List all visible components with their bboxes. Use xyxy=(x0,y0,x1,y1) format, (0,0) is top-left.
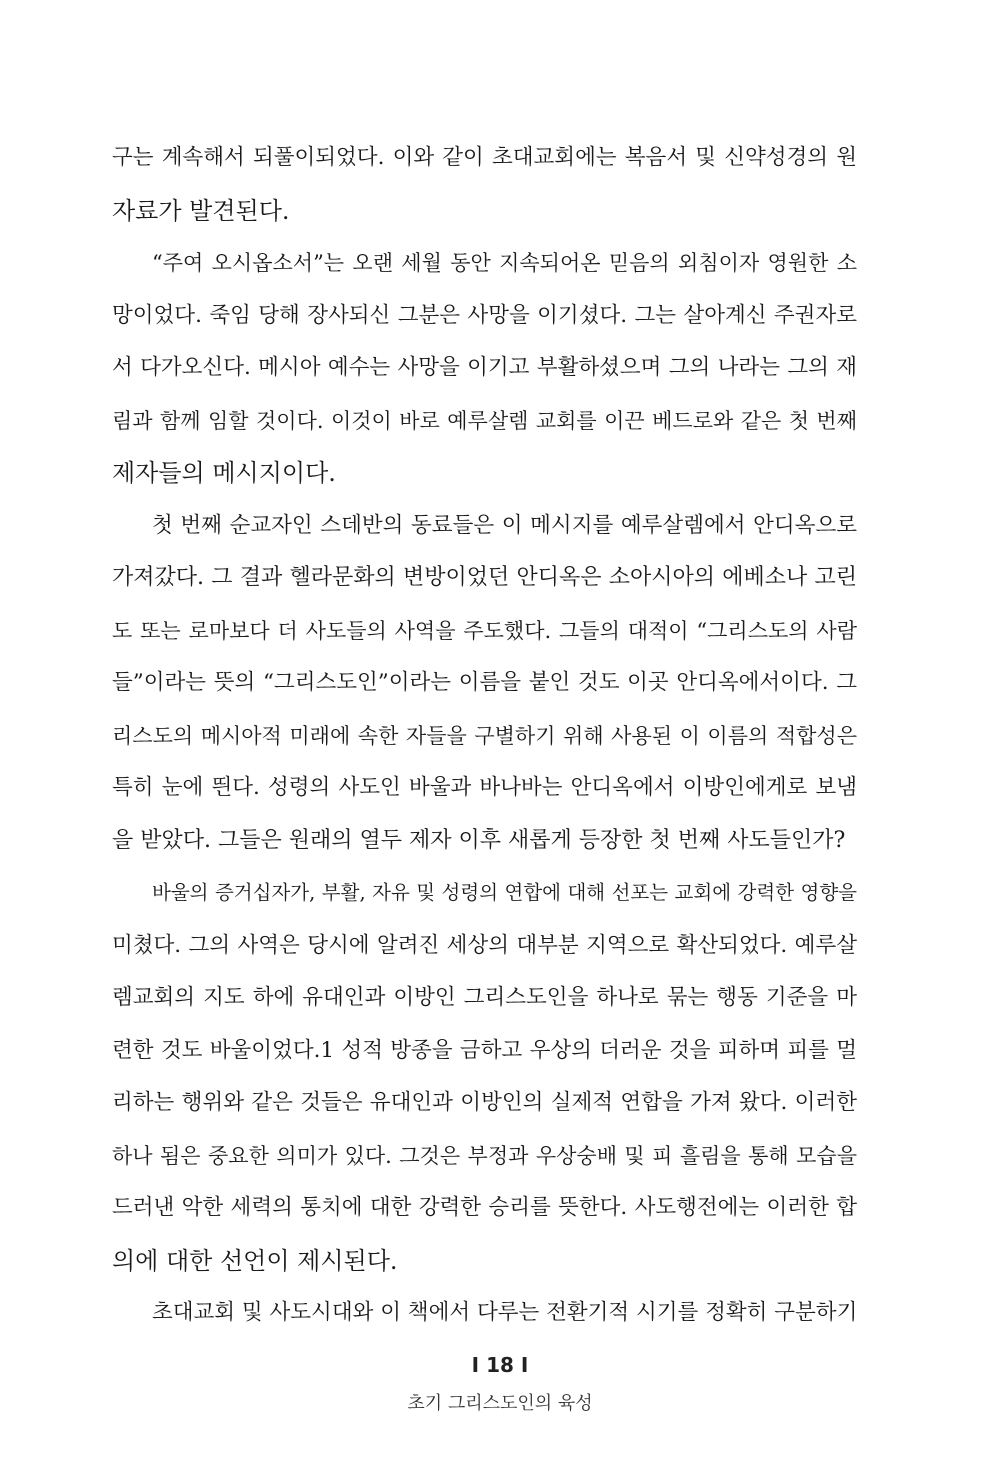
text-line: 망이었다. 죽임 당해 장사되신 그분은 사망을 이기셨다. 그는 살아계신 주권자로 xyxy=(112,302,857,328)
text-line: 초대교회 및 사도시대와 이 책에서 다루는 전환기적 시기를 정확히 구분하기 xyxy=(152,1300,858,1325)
text-line: 림과 함께 임할 것이다. 이것이 바로 예루살렘 교회를 이끈 베드로와 같은 첫 번째 xyxy=(112,408,857,433)
text-line: 가져갔다. 그 결과 헬라문화의 변방이었던 안디옥은 소아시아의 에베소나 고린 xyxy=(112,565,857,590)
body-text xyxy=(112,136,857,1344)
running-title: 초기 그리스도인의 육성 xyxy=(407,1393,593,1414)
page-number: I 18 I xyxy=(471,1353,529,1377)
text-line: 하나 됨은 중요한 의미가 있다. 그것은 부정과 우상숭배 및 피 흘림을 통해 모습을 xyxy=(112,1143,857,1168)
text-line: 을 받았다. 그들은 원래의 열두 제자 이후 새롭게 등장한 첫 번째 사도들인가? xyxy=(112,827,846,853)
text-line: 미쳤다. 그의 사역은 당시에 알려진 세상의 대부분 지역으로 확산되었다. 예루살 xyxy=(112,932,857,958)
text-line: “주여 오시옵소서”는 오랜 세월 동안 지속되어온 믿음의 외침이자 영원한 소 xyxy=(152,251,857,275)
text-line: 바울의 증거십자가, 부활, 자유 및 성령의 연합에 대해 선포는 교회에 강력한 영향을 xyxy=(152,881,857,904)
text-line: 의에 대한 선언이 제시된다. xyxy=(112,1246,398,1275)
text-line: 도 또는 로마보다 더 사도들의 사역을 주도했다. 그들의 대적이 “그리스도의 사람 xyxy=(112,618,857,643)
text-line: 드러낸 악한 세력의 통치에 대한 강력한 승리를 뜻한다. 사도행전에는 이러한 합 xyxy=(112,1195,857,1220)
text-line: 자료가 발견된다. xyxy=(112,196,290,225)
text-line: 제자들의 메시지이다. xyxy=(112,459,336,487)
text-line: 렘교회의 지도 하에 유대인과 이방인 그리스도인을 하나로 묶는 행동 기준을 마 xyxy=(112,985,857,1010)
text-line: 구는 계속해서 되풀이되었다. 이와 같이 초대교회에는 복음서 및 신약성경의 원 xyxy=(112,145,857,170)
text-line: 리하는 행위와 같은 것들은 유대인과 이방인의 실제적 연합을 가져 왔다. 이러한 xyxy=(112,1090,857,1115)
text-line: 첫 번째 순교자인 스데반의 동료들은 이 메시지를 예루살렘에서 안디옥으로 xyxy=(152,512,857,538)
text-line: 들”이라는 뜻의 “그리스도인”이라는 이름을 붙인 것도 이곳 안디옥에서이다. 그 xyxy=(112,670,857,695)
text-line: 서 다가오신다. 메시아 예수는 사망을 이기고 부활하셨으며 그의 나라는 그의 재 xyxy=(112,355,857,380)
text-line: 특히 눈에 띈다. 성령의 사도인 바울과 바나바는 안디옥에서 이방인에게로 보냄 xyxy=(112,775,857,800)
text-line: 련한 것도 바울이었다.1 성적 방종을 금하고 우상의 더러운 것을 피하며 피를 멀 xyxy=(112,1037,857,1063)
text-line: 리스도의 메시아적 미래에 속한 자들을 구별하기 위해 사용된 이 이름의 적합성은 xyxy=(112,723,857,748)
